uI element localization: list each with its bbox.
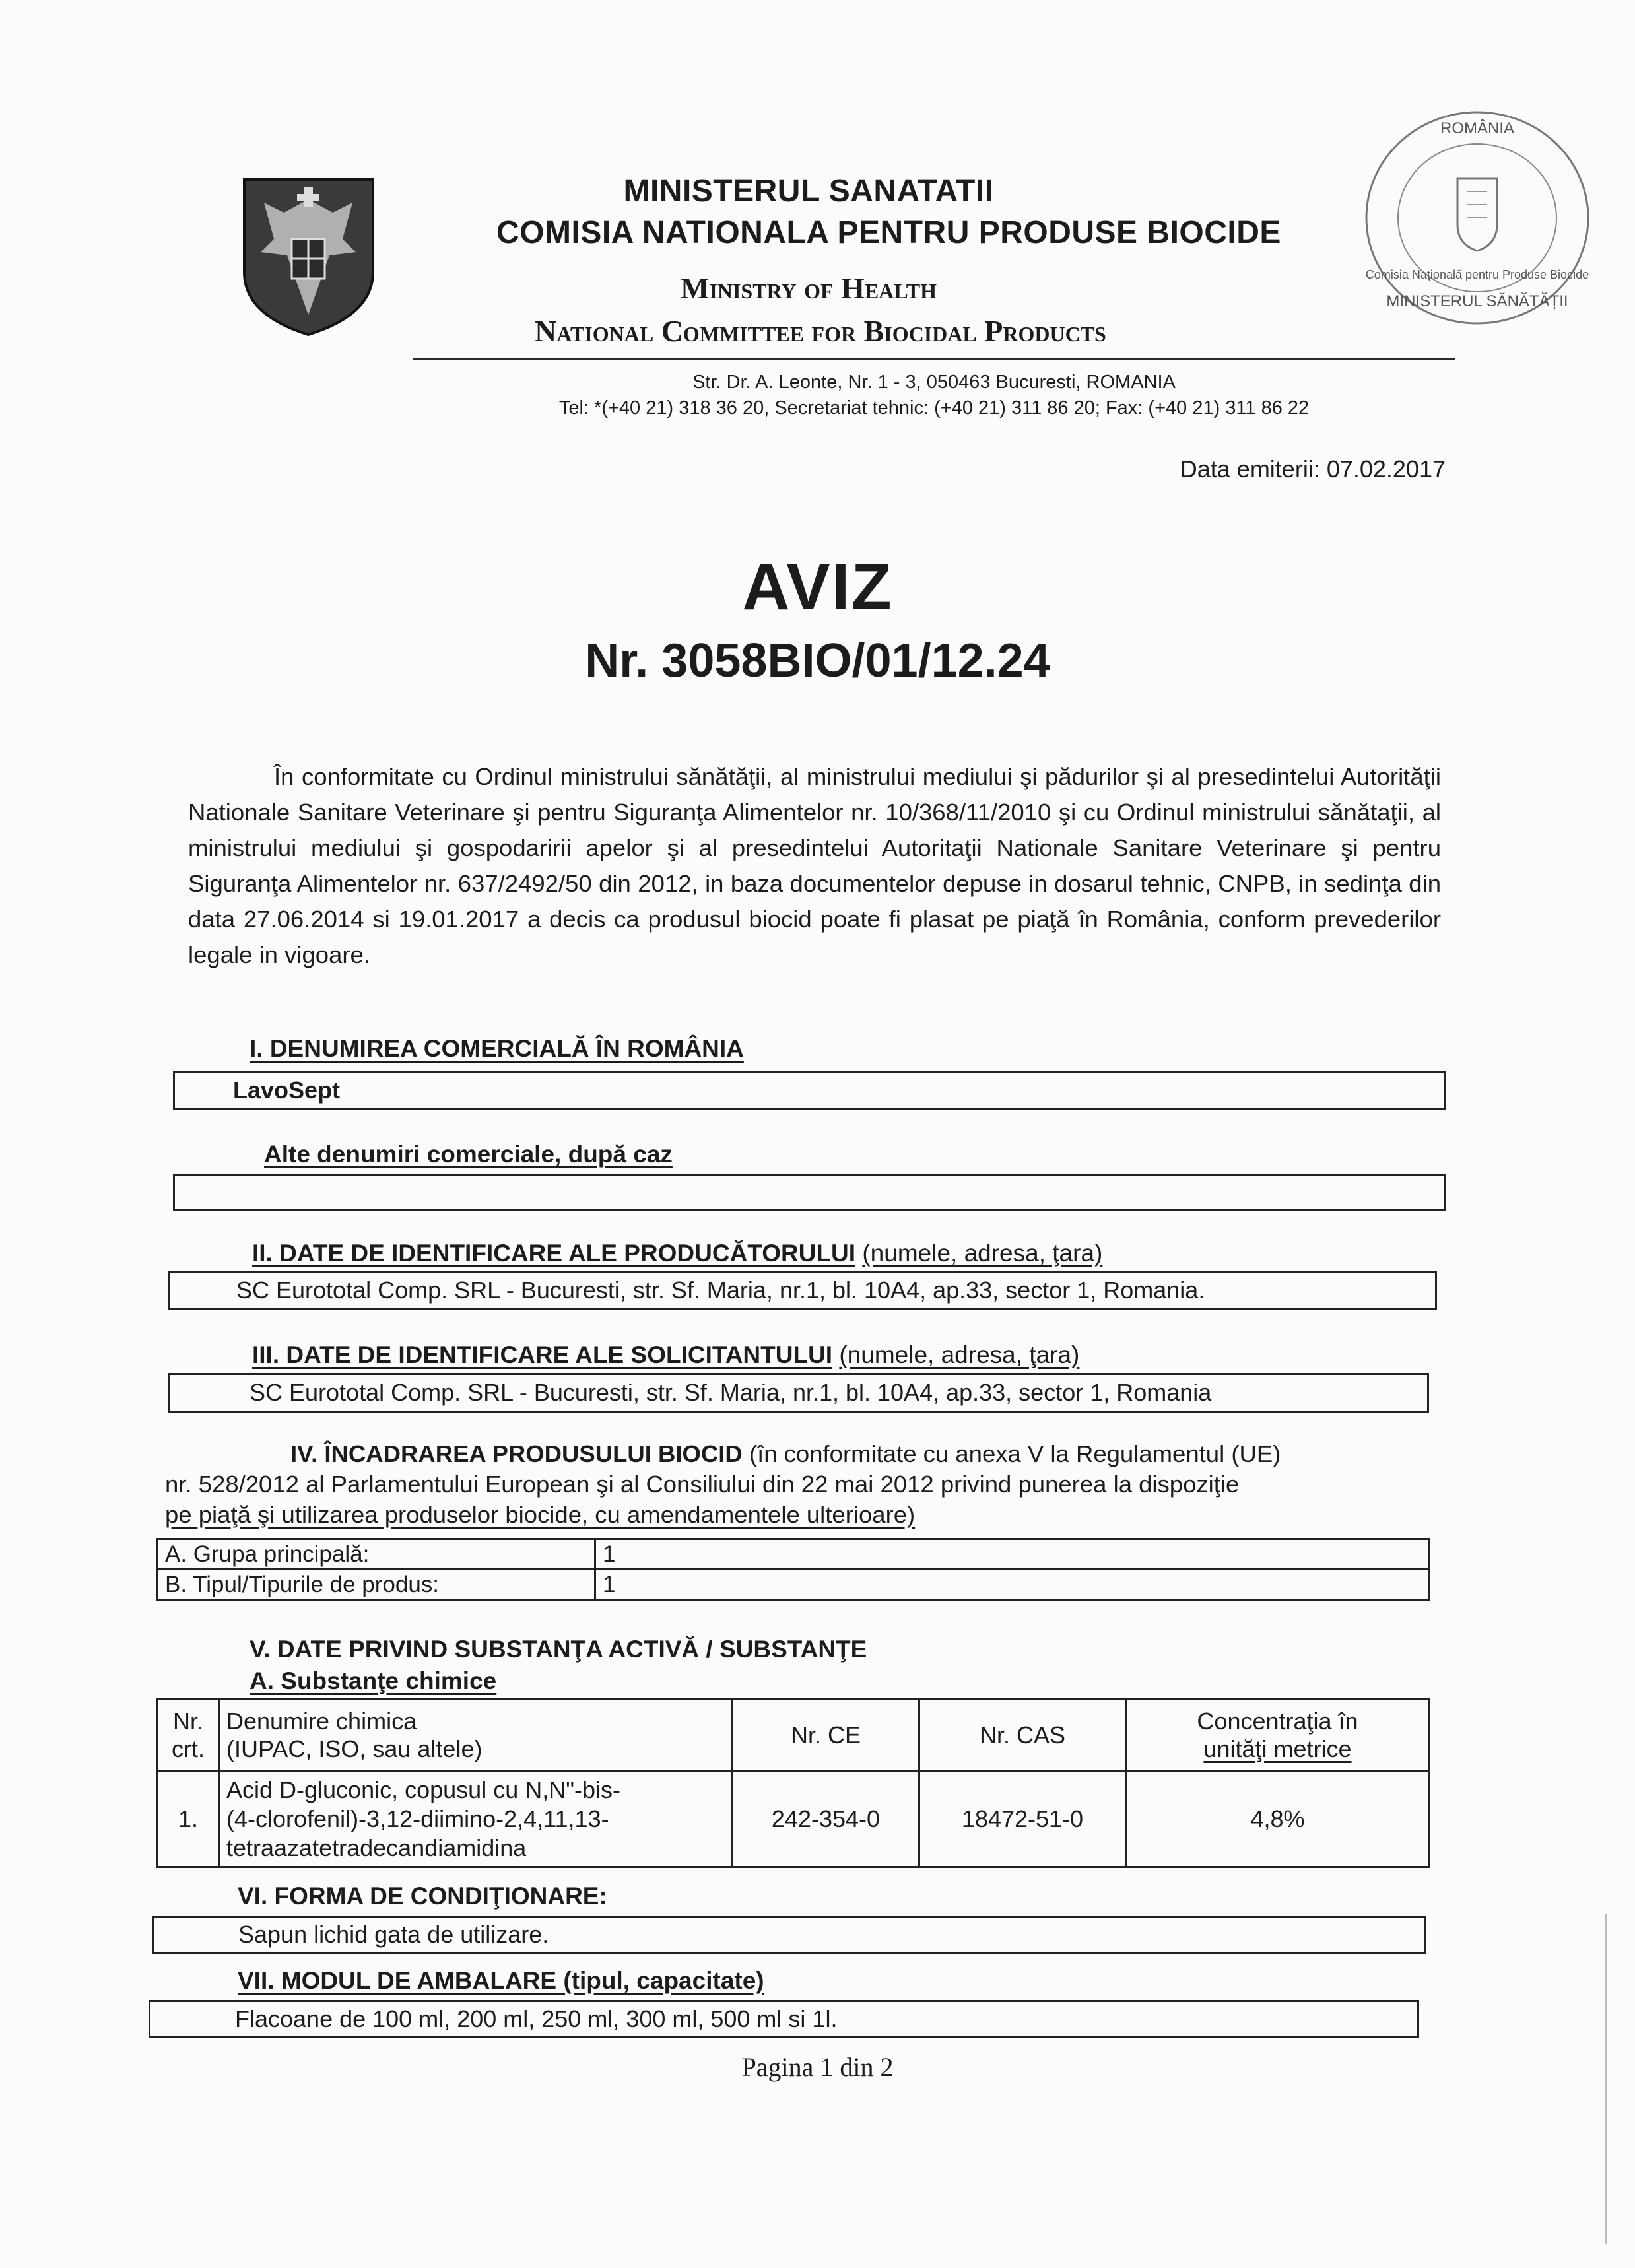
producer-value: SC Eurototal Comp. SRL - Bucuresti, str. Sf. Maria, nr.1, bl. 10A4, ap.33, sector 1, Romania. (236, 1277, 1205, 1304)
trade-name-value: LavoSept (233, 1077, 341, 1104)
table-header-row (158, 1699, 1430, 1772)
section-4-title: IV. ÎNCADRAREA PRODUSULUI BIOCID (290, 1440, 743, 1467)
col-conc-line1: Concentraţia în (1197, 1707, 1358, 1735)
group-value: 1 (595, 1539, 1430, 1570)
section-1-title: I. DENUMIREA COMERCIALĂ ÎN ROMÂNIA (250, 1035, 744, 1062)
conditioning-box (152, 1916, 1426, 1954)
coat-of-arms-icon (238, 173, 380, 338)
section-3-title-text: III. DATE DE IDENTIFICARE ALE SOLICITANTULUI (252, 1341, 833, 1368)
other-names-box (173, 1174, 1446, 1211)
stamp-bottom-text: MINISTERUL SĂNĂTĂȚII (1386, 292, 1568, 310)
section-5-subtitle: A. Substanţe chimice (250, 1667, 497, 1694)
header-address: Str. Dr. A. Leonte, Nr. 1 - 3, 050463 Bucuresti, ROMANIA (692, 372, 1176, 393)
row-concentration: 4,8% (1126, 1772, 1430, 1867)
stamp-top-text: ROMÂNIA (1440, 119, 1515, 137)
section-7-title-text: VII. MODUL DE AMBALARE (tipul, capacitate) (238, 1967, 764, 1994)
section-7-title (238, 1967, 764, 1995)
row-nr: 1. (158, 1772, 219, 1867)
row-cas: 18472-51-0 (919, 1772, 1126, 1867)
applicant-box (168, 1373, 1429, 1413)
section-4-note-2: nr. 528/2012 al Parlamentului European şi al Consiliului din 22 mai 2012 privind punerea la dispoziţie (165, 1471, 1240, 1498)
row-name (219, 1772, 733, 1867)
col-conc-line2: unităţi metrice (1203, 1735, 1352, 1762)
document-number: Nr. 3058BIO/01/12.24 (585, 634, 1050, 687)
col-nr-line1: Nr. (172, 1707, 203, 1735)
other-names-title: Alte denumiri comerciale, după caz (264, 1141, 673, 1168)
section-3-title (252, 1341, 1079, 1369)
section-3-note: (numele, adresa, ţara) (839, 1341, 1080, 1368)
row-name-line2: (4-clorofenil)-3,12-diimino-2,4,11,13- (226, 1805, 609, 1832)
table-row (158, 1772, 1430, 1867)
col-nr-line2: crt. (172, 1735, 205, 1762)
table-row (158, 1570, 1430, 1600)
section-2-title-text: II. DATE DE IDENTIFICARE ALE PRODUCĂTORULUI (252, 1240, 856, 1267)
col-ce: Nr. CE (733, 1699, 919, 1772)
type-value: 1 (595, 1570, 1430, 1600)
ministry-ro-title: MINISTERUL SANATATII (623, 174, 994, 209)
substances-table (156, 1698, 1430, 1868)
col-concentration (1126, 1699, 1430, 1772)
intro-paragraph: În conformitate cu Ordinul ministrului sănătăţii, al ministrului mediului şi pădurilor şi al presedintelui Autorităţii Nationale Sanitare Veterinare şi pentru Siguranţa Alimentelor nr. 10/368/11/2010 şi cu Ordinul ministrului sănătaţii, al ministrului mediului şi gospodaririi apelor şi al presedintelui Autoritaţii Nationale Sanitare Veterinare şi pentru Siguranţa Alimentelor nr. 637/2492/50 din 2012, in baza documentelor depuse in dosarul tehnic, CNPB, in sedinţa din data 27.06.2014 si 19.01.2017 a decis ca produsul biocid poate fi plasat pe piaţă în România, conform prevederilor legale in vigoare. (188, 763, 1441, 968)
section-2-title (252, 1240, 1102, 1267)
row-name-line3: tetraazatetradecandiamidina (226, 1834, 527, 1861)
col-name-line2: (IUPAC, ISO, sau altele) (226, 1735, 483, 1762)
col-nr (158, 1699, 219, 1772)
col-name (219, 1699, 733, 1772)
section-4-note-3: pe piaţă şi utilizarea produselor biocide, cu amendamentele ulterioare) (165, 1501, 916, 1528)
official-stamp-icon (1358, 106, 1596, 330)
packaging-value: Flacoane de 100 ml, 200 ml, 250 ml, 300 ml, 500 ml si 1l. (235, 2005, 838, 2032)
type-label: B. Tipul/Tipurile de produs: (158, 1570, 595, 1600)
ministry-en-title: Ministry of Health (681, 271, 937, 305)
committee-en-title: National Committee for Biocidal Products (535, 314, 1106, 348)
header-contacts: Tel: *(+40 21) 318 36 20, Secretariat tehnic: (+40 21) 311 86 20; Fax: (+40 21) 311 86 22 (558, 397, 1310, 418)
section-4-note-1: (în conformitate cu anexa V la Regulamentul (UE) (749, 1440, 1281, 1467)
issue-date: Data emiterii: 07.02.2017 (1180, 455, 1446, 483)
section-6-title: VI. FORMA DE CONDIŢIONARE: (238, 1883, 607, 1910)
section-5-title: V. DATE PRIVIND SUBSTANŢA ACTIVĂ / SUBSTANŢE (250, 1636, 867, 1663)
page-footer: Pagina 1 din 2 (741, 2052, 894, 2082)
committee-ro-title: COMISIA NATIONALA PENTRU PRODUSE BIOCIDE (496, 215, 1281, 250)
stamp-ring-text: Comisia Națională pentru Produse Biocide (1365, 268, 1589, 281)
document-title: AVIZ (742, 550, 893, 624)
applicant-value: SC Eurototal Comp. SRL - Bucuresti, str. Sf. Maria, nr.1, bl. 10A4, ap.33, sector 1, Romania (250, 1379, 1212, 1406)
section-4-block (165, 1439, 1439, 1530)
packaging-box (149, 2000, 1419, 2038)
header-divider (413, 358, 1455, 360)
conditioning-value: Sapun lichid gata de utilizare. (238, 1921, 549, 1948)
col-cas: Nr. CAS (919, 1699, 1126, 1772)
table-row (158, 1539, 1430, 1570)
col-name-line1: Denumire chimica (226, 1707, 417, 1735)
section-2-note: (numele, adresa, ţara) (862, 1240, 1103, 1267)
row-name-line1: Acid D-gluconic, copusul cu N,N"-bis- (226, 1776, 620, 1803)
scan-edge-line (1605, 1914, 1607, 2244)
producer-box (168, 1271, 1437, 1310)
trade-name-box (173, 1071, 1446, 1110)
row-ce: 242-354-0 (733, 1772, 919, 1867)
product-classification-table (156, 1538, 1430, 1601)
group-label: A. Grupa principală: (158, 1539, 595, 1570)
